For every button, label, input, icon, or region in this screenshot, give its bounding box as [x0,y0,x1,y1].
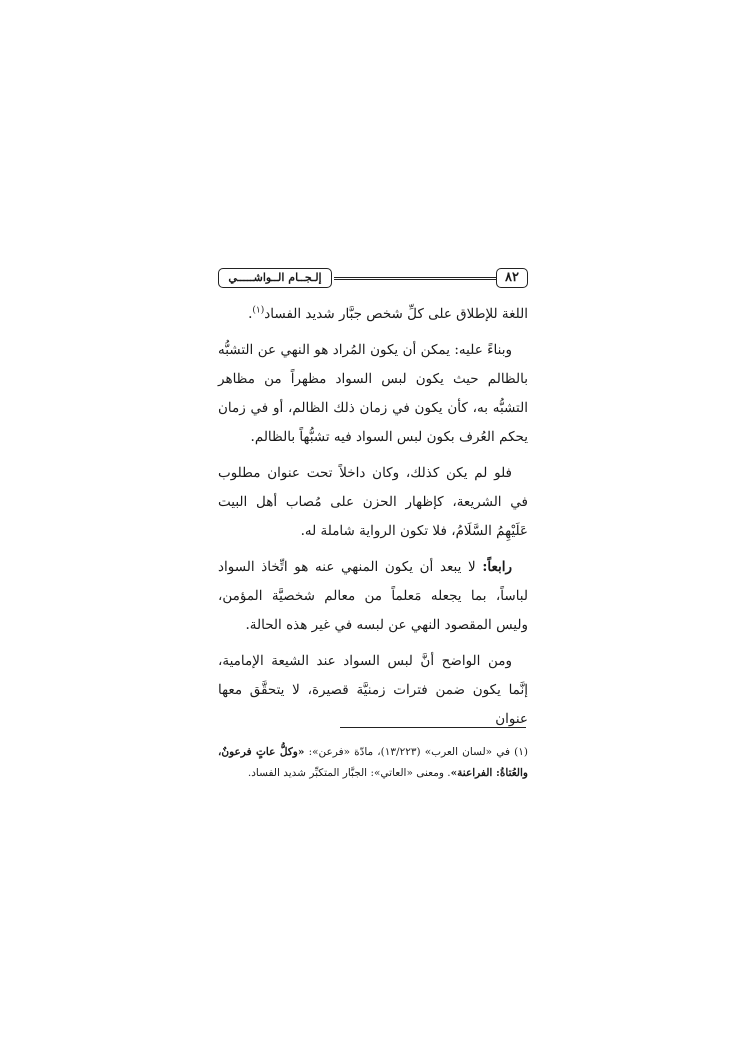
footnote-text-a: في «لسان العرب» (١٣/٢٢٣)، مادّة «فرعن»: [304,746,515,758]
footnote-text-c: . ومعنى «العاتي»: الجبَّار المتكبِّر شديد الفساد. [247,767,451,779]
footnote-number: (١) [514,746,528,758]
footnote-quote: «وكلُّ عاتٍ فرعونٌ، والعُتاةُ: الفراعنة» [218,746,528,779]
header-rule [334,277,496,280]
paragraph-2: وبناءً عليه: يمكن أن يكون المُراد هو النهي عن التشبُّه بالظالم حيث يكون لبس السواد مظهراً من مظاهر التشبُّه به، كأن يكون في زمان ذلك الظالم، أو في زمان يحكم العُرف بكون لبس السواد فيه تشبُّهاً بالظالم. [218,342,528,445]
paragraph-1-text: اللغة للإطلاق على كلِّ شخص جبَّار شديد الفساد [264,306,528,322]
paragraph-1 [218,300,528,329]
footnote-separator [340,727,526,728]
paragraph-4-text: لا يبعد أن يكون المنهي عنه هو اتِّخاذ السواد لباساً، بما يجعله مَعلماً من معالم شخصيَّة المؤمن، وليس المقصود النهي عن لبسه في غير هذه الحالة. [218,559,528,633]
paragraph-3: فلو لم يكن كذلك، وكان داخلاً تحت عنوان مطلوب في الشريعة، كإظهار الحزن على مُصاب أهل البيت عَلَيْهِمُ السَّلَامُ، فلا تكون الرواية شاملة له. [218,465,528,539]
paragraph-1-end: . [248,306,253,322]
page-number: ٨٢ [496,268,528,288]
book-title: إلـجــام الــواشـــــي [218,268,332,288]
running-header [218,268,528,290]
footnote-reference[interactable]: (١) [252,305,265,316]
paragraph-5: ومن الواضح أنَّ لبس السواد عند الشيعة الإمامية، إنَّما يكون ضمن فترات زمنيَّة قصيرة، لا يتحقَّق معها عنوان [218,653,528,727]
footnote [218,742,528,784]
paragraph-4-lead: رابعاً: [482,559,512,575]
main-text [218,300,528,741]
paragraph-4 [218,553,528,640]
